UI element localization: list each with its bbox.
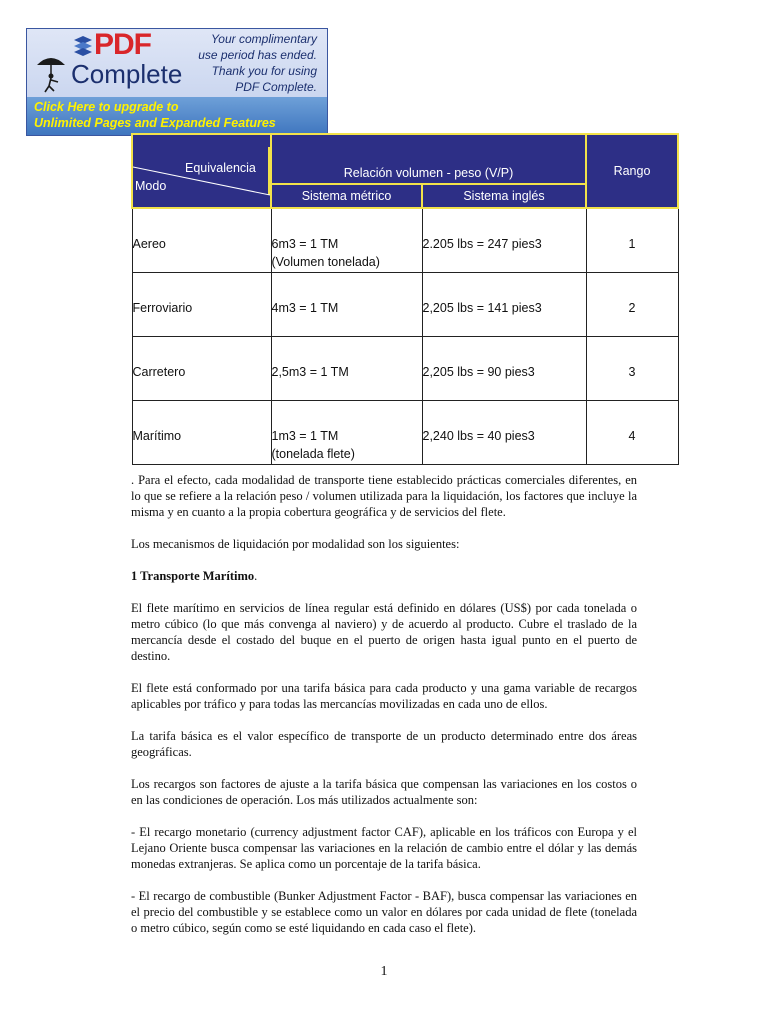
message-line: Your complimentary <box>210 32 317 46</box>
paragraph: Los mecanismos de liquidación por modalidad son los siguientes: <box>131 537 460 551</box>
cell-ingles: 2,240 lbs = 40 pies3 <box>422 429 535 443</box>
table-row <box>132 401 678 465</box>
stacked-pages-icon <box>73 35 93 57</box>
umbrella-figure-icon <box>33 51 69 93</box>
header-relacion <box>271 134 586 184</box>
upgrade-line-1[interactable]: Click Here to upgrade to <box>34 100 179 114</box>
cell-modo: Carretero <box>132 365 186 379</box>
header-relacion-label: Relación volumen - peso (V/P) <box>343 166 514 180</box>
paragraph: . Para el efecto, cada modalidad de transporte tiene establecido prácticas comerciales diferentes, en lo que se refiere a la relación peso / volumen utilizada para la liquidación, los factores que incluye la misma y en cuanto a la propia cobertura geográfica y de servicios del flete. <box>131 473 637 519</box>
trial-expired-message <box>167 31 317 95</box>
cell-ingles: 2,205 lbs = 90 pies3 <box>422 365 535 379</box>
header-rango: Rango <box>586 134 678 208</box>
cell-metrico: 2,5m3 = 1 TM <box>271 365 349 379</box>
table-row <box>132 273 678 337</box>
paragraph: El flete marítimo en servicios de línea regular está definido en dólares (US$) por cada tonelada o metro cúbico (lo que más convenga al naviero) y de acuerdo al producto. Cubre el traslado de la mercancía desde el costado del buque en el puerto de origen hasta igual punto en el puerto de destino. <box>131 601 637 663</box>
header-modo: Modo <box>135 179 167 193</box>
cell-rango: 1 <box>628 237 636 251</box>
paragraph: - El recargo de combustible (Bunker Adjustment Factor - BAF), busca compensar las variaciones en el precio del combustible y se establece como un valor en dólares por cada unidad de flete (tonelada o metro cúbico, según como se esté liquidando en cada caso el flete). <box>131 889 637 935</box>
upgrade-link[interactable] <box>27 97 327 135</box>
cell-ingles: 2.205 lbs = 247 pies3 <box>422 237 542 251</box>
logo-pdf-text: PDF <box>94 28 151 61</box>
equivalencia-modo-header <box>132 134 271 208</box>
cell-metrico: 6m3 = 1 TM (Volumen tonelada) <box>271 237 380 269</box>
transport-ratio-table <box>131 133 679 465</box>
paragraph: El flete está conformado por una tarifa básica para cada producto y una gama variable de recargos aplicables por tráfico y para todas las mercancías movilizadas en cada uno de ellos. <box>131 681 637 711</box>
logo-complete-text: Complete <box>71 59 183 89</box>
upgrade-line-2[interactable]: Unlimited Pages and Expanded Features <box>34 116 276 130</box>
message-line: Thank you for using <box>211 64 317 78</box>
cell-modo: Ferroviario <box>132 301 193 315</box>
cell-metrico: 1m3 = 1 TM (tonelada flete) <box>271 429 355 461</box>
paragraph: La tarifa básica es el valor específico de transporte de un producto determinado entre dos áreas geográficas. <box>131 729 637 759</box>
cell-metrico: 4m3 = 1 TM <box>271 301 339 315</box>
cell-modo: Aereo <box>132 237 166 251</box>
document-body <box>131 472 637 952</box>
table-row <box>132 337 678 401</box>
page-number: 1 <box>380 964 388 979</box>
header-equivalencia: Equivalencia <box>185 161 256 175</box>
cell-ingles: 2,205 lbs = 141 pies3 <box>422 301 542 315</box>
section-heading: 1 Transporte Marítimo. <box>131 569 258 583</box>
cell-modo: Marítimo <box>132 429 182 443</box>
message-line: use period has ended. <box>198 48 317 62</box>
cell-rango: 4 <box>628 429 636 443</box>
paragraph: Los recargos son factores de ajuste a la tarifa básica que compensan las variaciones en los costos o en las condiciones de operación. Los más utilizados actualmente son: <box>131 777 637 807</box>
cell-rango: 3 <box>628 365 636 379</box>
paragraph: - El recargo monetario (currency adjustment factor CAF), aplicable en los tráficos con Europa y el Lejano Oriente busca compensar las variaciones en la relación de cambio entre el dólar y las demás monedas extranjeras. Se aplica como un porcentaje de la tarifa básica. <box>131 825 637 871</box>
pdf-complete-banner[interactable] <box>26 28 328 136</box>
message-line: PDF Complete. <box>235 80 317 94</box>
cell-rango: 2 <box>628 301 636 315</box>
header-sistema-metrico: Sistema métrico <box>271 184 422 208</box>
header-sistema-ingles: Sistema inglés <box>422 184 586 208</box>
table-row <box>132 208 678 273</box>
